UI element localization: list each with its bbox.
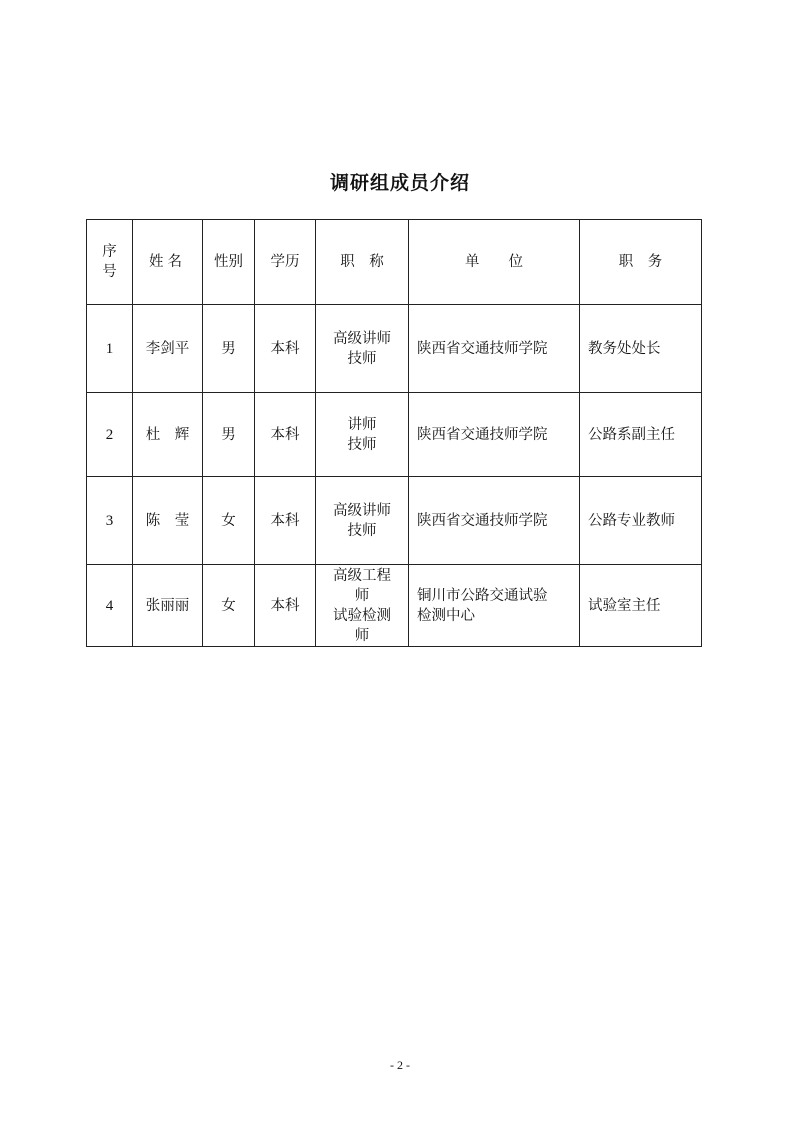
cell-education: 本科 — [255, 477, 316, 565]
cell-seq: 2 — [87, 393, 133, 477]
cell-unit — [409, 477, 580, 565]
cell-unit-line: 陕西省交通技师学院 — [417, 512, 548, 529]
cell-title-line: 试验检测 — [333, 607, 391, 624]
cell-gender: 女 — [203, 565, 255, 647]
cell-title — [316, 305, 409, 393]
cell-position: 试验室主任 — [580, 565, 702, 647]
cell-title-line: 技师 — [347, 436, 377, 453]
table-row — [87, 477, 702, 565]
cell-title — [316, 477, 409, 565]
cell-title — [316, 393, 409, 477]
header-seq — [87, 220, 133, 305]
header-gender: 性别 — [203, 220, 255, 305]
cell-seq: 3 — [87, 477, 133, 565]
header-seq-line: 序 — [102, 244, 117, 260]
cell-unit — [409, 393, 580, 477]
table-row — [87, 393, 702, 477]
header-position: 职 务 — [580, 220, 702, 305]
cell-title-line: 高级讲师 — [333, 502, 391, 519]
cell-gender: 男 — [203, 393, 255, 477]
cell-unit — [409, 305, 580, 393]
header-name: 姓名 — [133, 220, 203, 305]
cell-seq: 1 — [87, 305, 133, 393]
cell-position: 教务处处长 — [580, 305, 702, 393]
cell-name: 杜 辉 — [133, 393, 203, 477]
cell-title-line: 师 — [354, 627, 370, 644]
cell-title — [316, 565, 409, 647]
cell-unit-line: 检测中心 — [417, 607, 475, 624]
cell-unit-line: 陕西省交通技师学院 — [417, 426, 548, 443]
header-title: 职 称 — [316, 220, 409, 305]
cell-seq: 4 — [87, 565, 133, 647]
cell-title-line: 师 — [354, 587, 370, 604]
cell-name: 陈 莹 — [133, 477, 203, 565]
cell-title-line: 技师 — [347, 350, 377, 367]
cell-education: 本科 — [255, 305, 316, 393]
cell-unit-line: 铜川市公路交通试验 — [417, 587, 548, 604]
cell-title-line: 高级讲师 — [333, 330, 391, 347]
document-title: 调研组成员介绍 — [329, 172, 470, 194]
header-unit: 单 位 — [409, 220, 580, 305]
cell-title-line: 高级工程 — [333, 567, 391, 584]
cell-gender: 女 — [203, 477, 255, 565]
cell-education: 本科 — [255, 565, 316, 647]
cell-unit — [409, 565, 580, 647]
cell-education: 本科 — [255, 393, 316, 477]
header-education: 学历 — [255, 220, 316, 305]
members-table — [86, 219, 702, 647]
header-seq-line: 号 — [102, 264, 117, 280]
cell-position: 公路专业教师 — [580, 477, 702, 565]
cell-title-line: 技师 — [347, 522, 377, 539]
cell-title-line: 讲师 — [347, 416, 377, 433]
cell-name: 张丽丽 — [133, 565, 203, 647]
table-row — [87, 305, 702, 393]
cell-position: 公路系副主任 — [580, 393, 702, 477]
cell-gender: 男 — [203, 305, 255, 393]
page-number: - 2 - — [390, 1058, 410, 1072]
cell-unit-line: 陕西省交通技师学院 — [417, 340, 548, 357]
table-row — [87, 565, 702, 647]
table-header-row — [87, 220, 702, 305]
cell-name: 李剑平 — [133, 305, 203, 393]
